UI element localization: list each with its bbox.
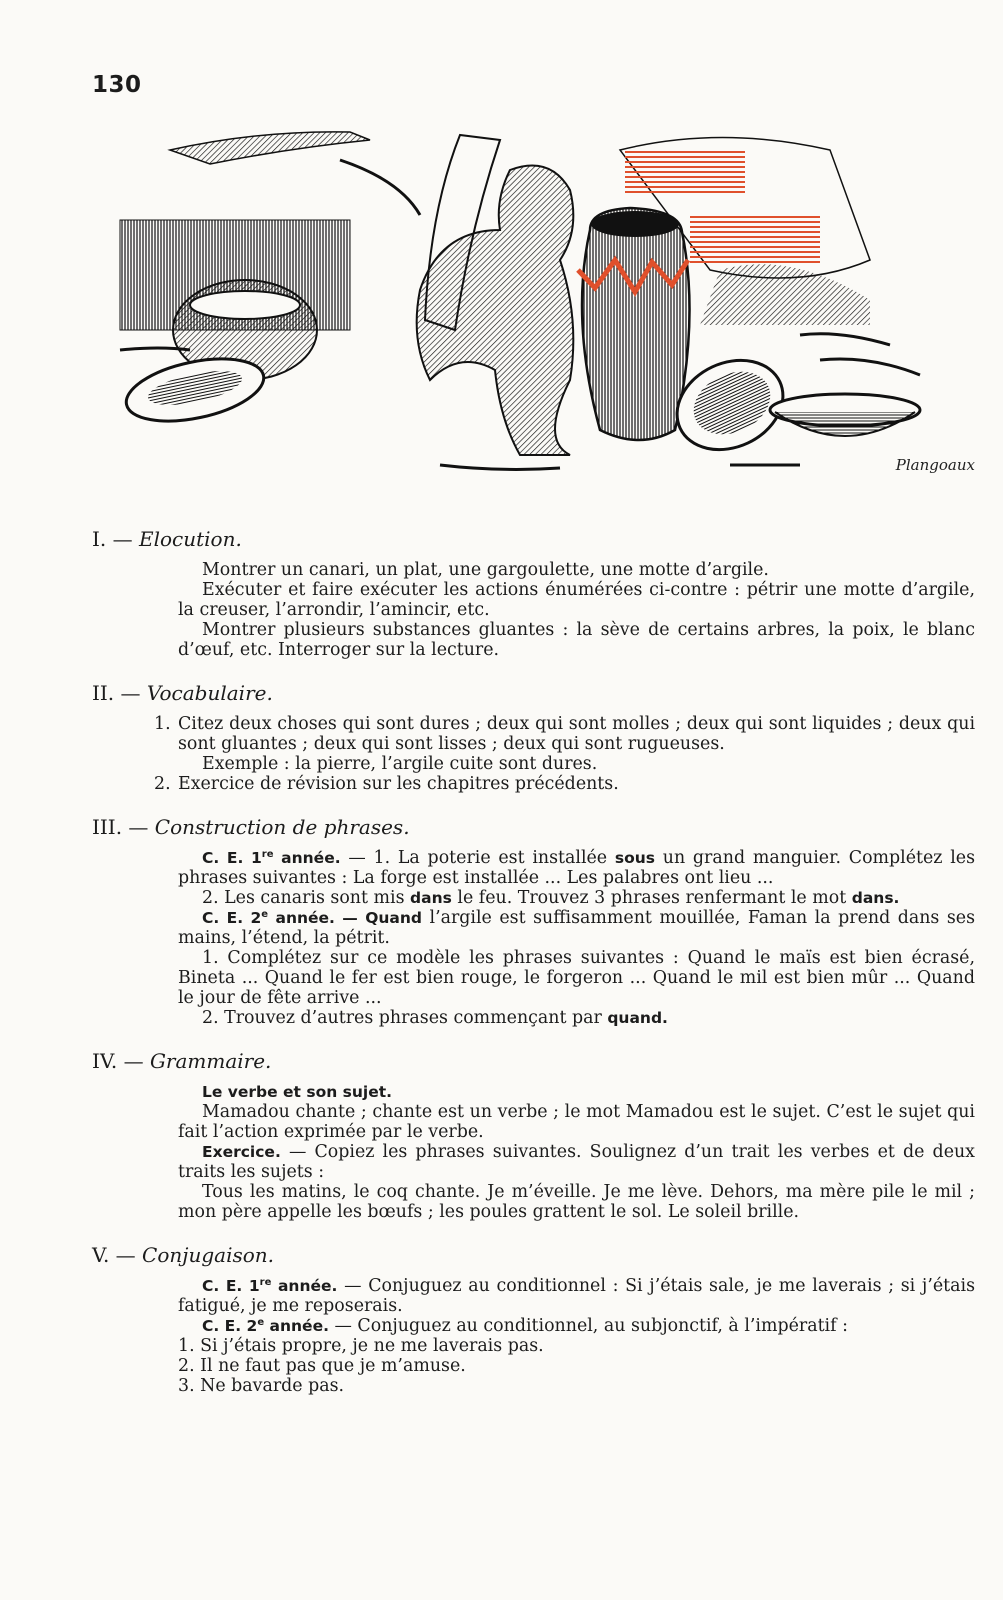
item-text: Exercice de révision sur les chapitres précédents.	[178, 774, 619, 794]
list-item: 2. Exercice de révision sur les chapitres précédents.	[154, 774, 975, 794]
paragraph: Montrer plusieurs substances gluantes : la sève de certains arbres, la poix, le blanc d’œuf, etc. Interroger sur la lecture.	[178, 620, 975, 660]
paragraph: 2. Trouvez d’autres phrases commençant par quand.	[202, 1008, 668, 1028]
paragraph: Mamadou chante ; chante est un verbe ; le mot Mamadou est le sujet. C’est le sujet qui fait l’action exprimée par le verbe.	[178, 1102, 975, 1142]
lesson-content	[92, 527, 975, 1417]
section-heading: II. — Vocabulaire.	[92, 681, 273, 705]
section-title: Grammaire.	[149, 1049, 272, 1073]
section-title: Conjugaison.	[142, 1243, 275, 1267]
list-item: 1. Citez deux choses qui sont dures ; deux qui sont molles ; deux qui sont liquides ; deux qui sont gluantes ; deux qui sont lisses ; deux qui sont rugueuses. Exemple : la pierre, l’argile cuite sont dures.	[154, 714, 975, 774]
section-numeral: III.	[92, 815, 123, 839]
section-title: Vocabulaire.	[146, 681, 273, 705]
paragraph: Exercice. — Copiez les phrases suivantes. Soulignez d’un trait les verbes et de deux traits les sujets :	[178, 1142, 975, 1182]
list-item: 3. Ne bavarde pas.	[178, 1376, 345, 1396]
section-heading: IV. — Grammaire.	[92, 1049, 272, 1073]
section-numeral: IV.	[92, 1049, 118, 1073]
section-heading: V. — Conjugaison.	[92, 1243, 275, 1267]
list-item: 1. Si j’étais propre, je ne me laverais pas.	[178, 1336, 544, 1356]
section-construction	[92, 815, 975, 1028]
list-item: 2. Il ne faut pas que je m’amuse.	[178, 1356, 466, 1376]
paragraph: Montrer un canari, un plat, une gargoulette, une motte d’argile.	[202, 560, 769, 580]
section-heading: III. — Construction de phrases.	[92, 815, 410, 839]
subtitle: Le verbe et son sujet.	[202, 1083, 393, 1101]
section-elocution	[92, 527, 975, 660]
level-label: C. E. 1re année.	[202, 848, 341, 867]
section-vocabulaire	[92, 681, 975, 794]
level-label: C. E. 1re année.	[202, 1276, 338, 1295]
level-label: C. E. 2e année. — Quand	[202, 908, 423, 927]
paragraph: 2. Les canaris sont mis dans le feu. Trouvez 3 phrases renfermant le mot dans.	[202, 888, 900, 908]
page-number: 130	[92, 72, 142, 98]
section-conjugaison	[92, 1243, 975, 1396]
paragraph: C. E. 2e année. — Conjuguez au conditionnel, au subjonctif, à l’impératif :	[202, 1316, 848, 1336]
paragraph: C. E. 1re année. — Conjuguez au conditionnel : Si j’étais sale, je me laverais ; si j’étais fatigué, je me reposerais.	[178, 1276, 975, 1316]
level-label: C. E. 2e année.	[202, 1316, 329, 1335]
paragraph: Exécuter et faire exécuter les actions énumérées ci-contre : pétrir une motte d’argile, la creuser, l’arrondir, l’amincir, etc.	[178, 580, 975, 620]
section-title: Construction de phrases.	[154, 815, 410, 839]
paragraph: 1. Complétez sur ce modèle les phrases suivantes : Quand le maïs est bien écrasé, Bineta ... Quand le fer est bien rouge, le forgeron ... Quand le mil est bien mûr ... Quand le jour de fête arrive ...	[178, 948, 975, 1008]
paragraph: Tous les matins, le coq chante. Je m’éveille. Je me lève. Dehors, ma mère pile le mil ; mon père appelle les bœufs ; les poules grattent le sol. Le soleil brille.	[178, 1182, 975, 1222]
section-heading: I. — Elocution.	[92, 527, 242, 551]
example-text: Exemple : la pierre, l’argile cuite sont dures.	[202, 754, 598, 774]
section-grammaire	[92, 1049, 975, 1222]
paragraph: C. E. 2e année. — Quand l’argile est suffisamment mouillée, Faman la prend dans ses mains, l’étend, la pétrit.	[178, 908, 975, 948]
item-text: Citez deux choses qui sont dures ; deux qui sont molles ; deux qui sont liquides ; deux qui sont gluantes ; deux qui sont lisses ; deux qui sont rugueuses.	[178, 714, 975, 754]
section-numeral: II.	[92, 681, 115, 705]
section-title: Elocution.	[138, 527, 242, 551]
section-numeral: I.	[92, 527, 107, 551]
paragraph: C. E. 1re année. — 1. La poterie est installée sous un grand manguier. Complétez les phrases suivantes : La forge est installée ... Les palabres ont lieu ...	[178, 848, 976, 888]
section-numeral: V.	[92, 1243, 110, 1267]
pottery-illustration	[100, 120, 968, 496]
artist-signature: Plangoaux	[895, 456, 975, 474]
